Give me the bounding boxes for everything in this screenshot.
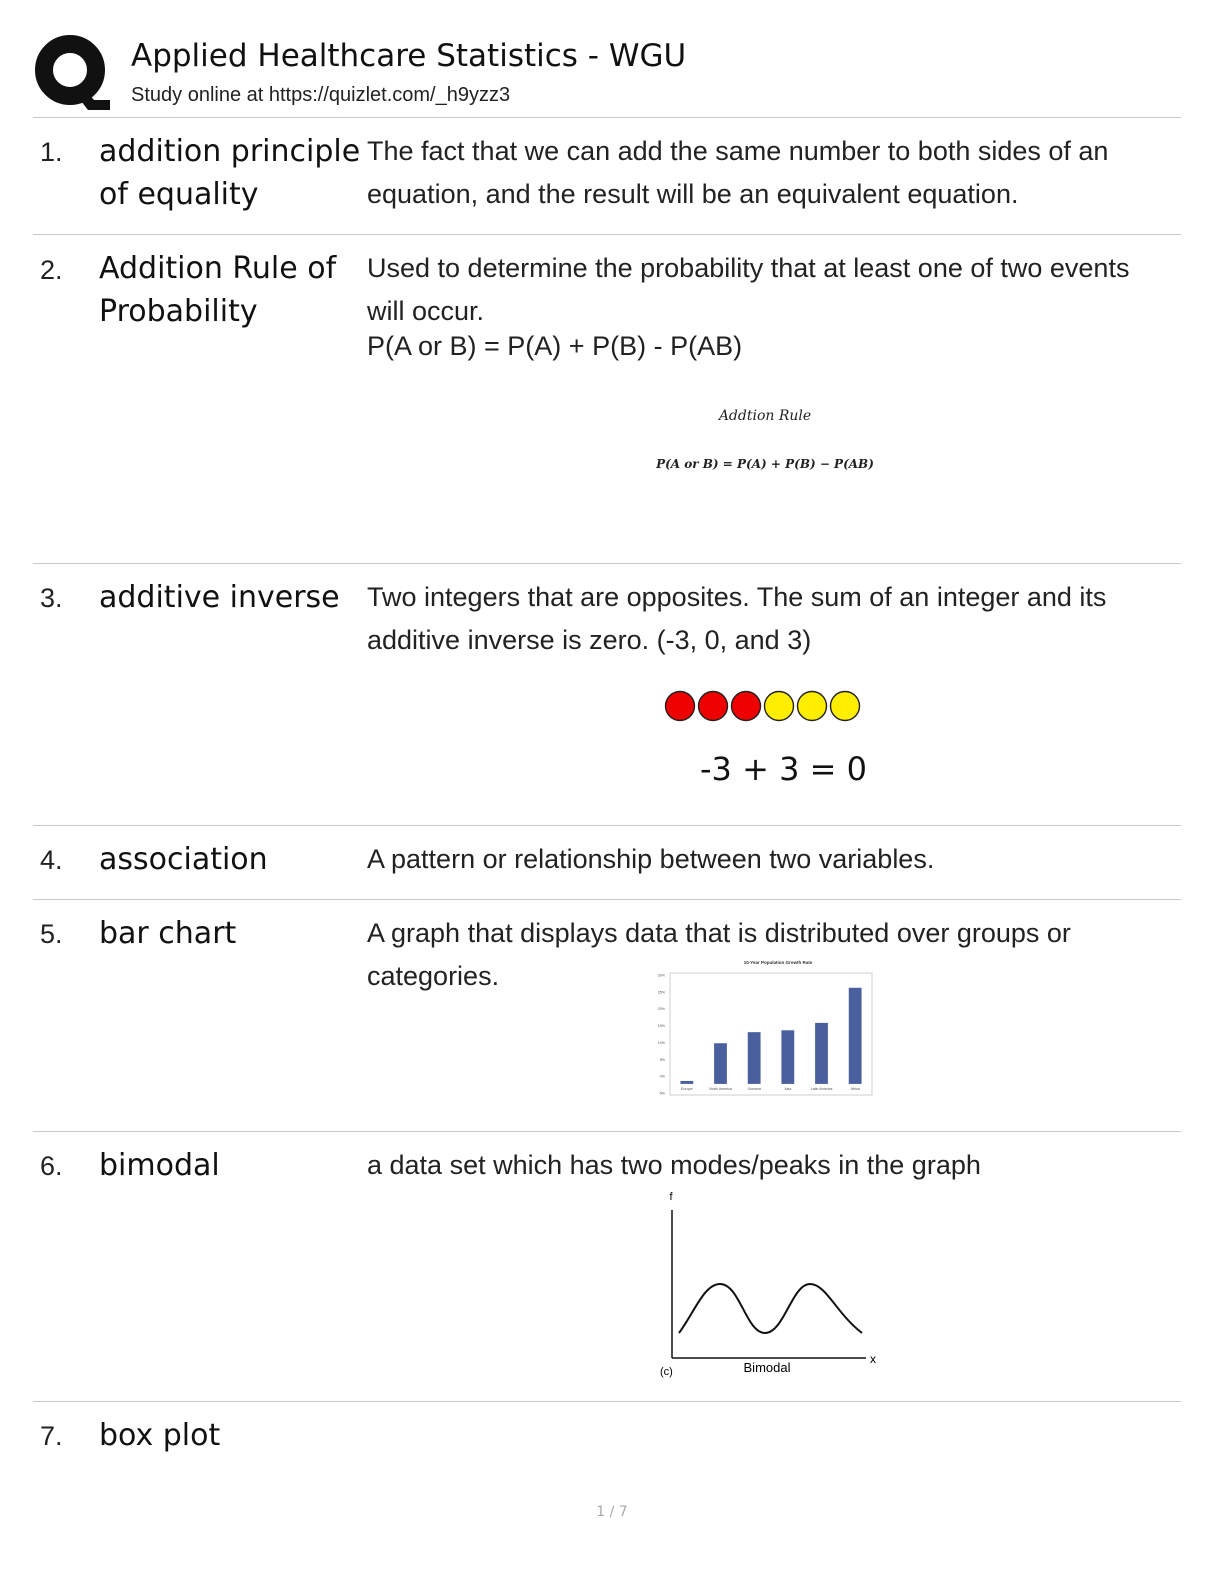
bar bbox=[680, 1081, 693, 1084]
entry-divider bbox=[33, 825, 1181, 826]
x-tick-label: North America bbox=[709, 1086, 732, 1091]
definition-additive-inverse: Two integers that are opposites. The sum of an integer and its additive inverse is zero. (-3, 0, and 3) bbox=[367, 582, 1107, 655]
entry-number: 3. bbox=[40, 583, 63, 613]
y-tick-label: 15% bbox=[657, 1024, 665, 1029]
term-box-plot: box plot bbox=[99, 1418, 221, 1453]
bimodal-distribution-figure bbox=[652, 1188, 880, 1383]
x-tick-label: Latin America bbox=[810, 1086, 833, 1091]
y-tick-label: 25% bbox=[657, 990, 665, 995]
bar bbox=[781, 1030, 794, 1084]
y-tick-label: -5% bbox=[658, 1091, 665, 1096]
entry-number: 7. bbox=[40, 1421, 63, 1451]
term-addition-principle: addition principle of equality bbox=[99, 134, 361, 212]
definition-bimodal: a data set which has two modes/peaks in the graph bbox=[367, 1150, 981, 1180]
term-bimodal: bimodal bbox=[99, 1148, 220, 1183]
entry-number: 1. bbox=[40, 137, 63, 167]
y-tick-label: 10% bbox=[657, 1040, 665, 1045]
definition-association: A pattern or relationship between two variables. bbox=[367, 844, 935, 874]
integer-counters-figure bbox=[663, 689, 863, 723]
study-online-link[interactable]: Study online at https://quizlet.com/_h9yzz3 bbox=[131, 84, 511, 106]
entry-divider bbox=[33, 234, 1181, 235]
bar bbox=[748, 1032, 761, 1084]
bimodal-x-label: x bbox=[870, 1352, 876, 1366]
definition-bar-chart: A graph that displays data that is distributed over groups or categories. bbox=[367, 918, 1071, 991]
x-tick-label: Oceania bbox=[747, 1086, 761, 1091]
entry-divider bbox=[33, 1401, 1181, 1402]
definition-addition-rule: Used to determine the probability that at least one of two events will occur. bbox=[367, 253, 1130, 326]
entry-number: 2. bbox=[40, 255, 63, 285]
positive-counter bbox=[831, 692, 860, 721]
bar bbox=[815, 1023, 828, 1084]
bar-chart-figure bbox=[652, 955, 882, 1105]
x-tick-label: Europe bbox=[681, 1086, 693, 1091]
addition-rule-formula-text: P(A or B) = P(A) + P(B) - P(AB) bbox=[367, 331, 743, 361]
page-number: 1 / 7 bbox=[596, 1504, 628, 1520]
term-bar-chart: bar chart bbox=[99, 916, 237, 951]
term-additive-inverse: additive inverse bbox=[99, 580, 340, 615]
bar bbox=[714, 1043, 727, 1084]
y-tick-label: 20% bbox=[657, 1007, 665, 1012]
term-association: association bbox=[99, 842, 268, 877]
entry-divider bbox=[33, 899, 1181, 900]
positive-counter bbox=[798, 692, 827, 721]
bar-chart-frame bbox=[670, 973, 872, 1095]
quizlet-logo-icon bbox=[34, 34, 110, 110]
entry-divider bbox=[33, 1131, 1181, 1132]
bar bbox=[849, 988, 862, 1084]
entry-divider bbox=[33, 563, 1181, 564]
bar-chart-title: 10-Year Population Growth Rate bbox=[743, 960, 813, 965]
addition-rule-figure-title: Addtion Rule bbox=[718, 408, 812, 424]
entry-number: 4. bbox=[40, 845, 63, 875]
bimodal-caption: Bimodal bbox=[743, 1360, 791, 1375]
x-tick-label: Africa bbox=[850, 1086, 860, 1091]
negative-counter bbox=[732, 692, 761, 721]
entry-number: 5. bbox=[40, 919, 63, 949]
addition-rule-figure-equation: P(A or B) = P(A) + P(B) − P(AB) bbox=[656, 457, 874, 471]
entry-number: 6. bbox=[40, 1151, 63, 1181]
bimodal-y-label: f bbox=[669, 1191, 673, 1203]
x-tick-label: Asia bbox=[784, 1086, 792, 1091]
bimodal-curve bbox=[679, 1284, 862, 1333]
y-tick-label: 5% bbox=[659, 1057, 665, 1062]
document-title: Applied Healthcare Statistics - WGU bbox=[131, 38, 687, 74]
y-tick-label: 0% bbox=[659, 1074, 665, 1079]
y-tick-label: 30% bbox=[657, 973, 665, 978]
positive-counter bbox=[765, 692, 794, 721]
additive-inverse-equation: -3 + 3 = 0 bbox=[700, 750, 867, 788]
definition-addition-principle: The fact that we can add the same number to both sides of an equation, and the result will be an equivalent equation. bbox=[367, 136, 1109, 209]
negative-counter bbox=[666, 692, 695, 721]
term-addition-rule: Addition Rule of Probability bbox=[99, 251, 337, 329]
negative-counter bbox=[699, 692, 728, 721]
bimodal-panel-label: (c) bbox=[660, 1366, 673, 1378]
header-divider bbox=[33, 117, 1181, 118]
